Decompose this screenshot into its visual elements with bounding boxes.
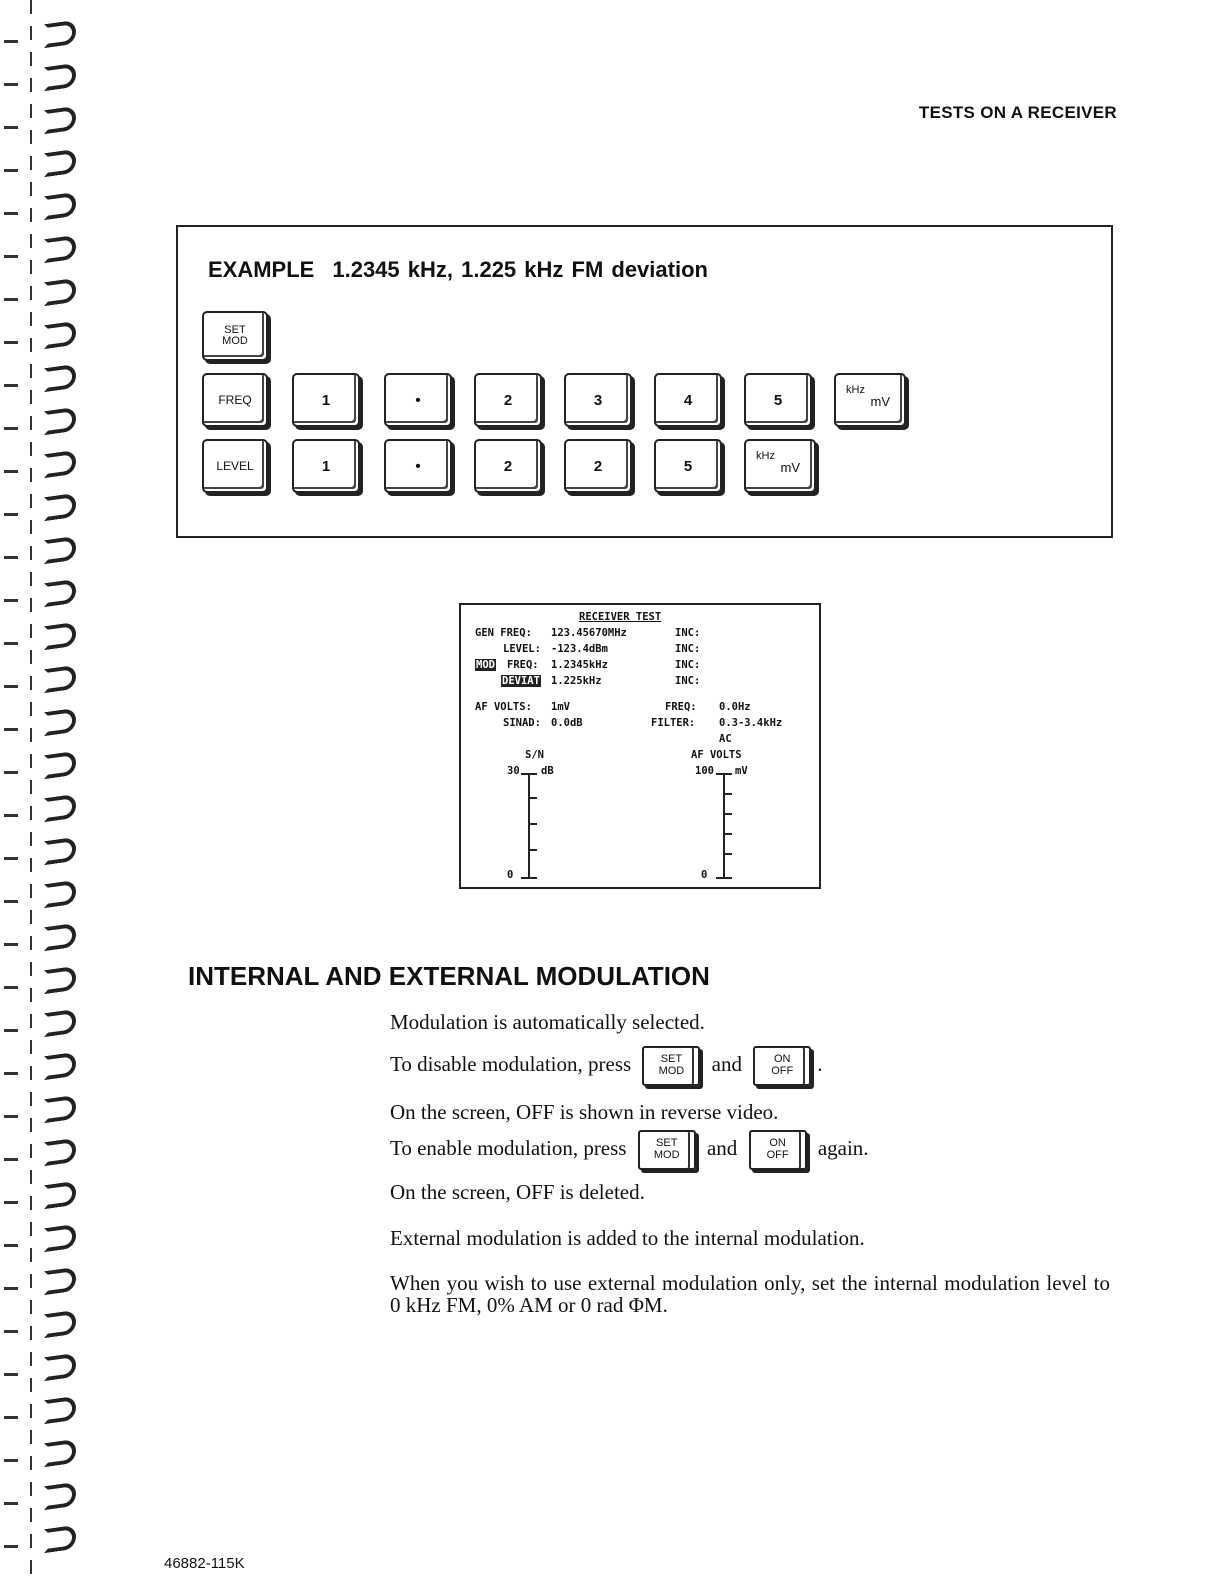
sn-meter-axis <box>528 773 530 879</box>
binding-hole <box>44 1052 76 1080</box>
af-meter-tick <box>724 853 732 855</box>
key-line: SET <box>660 1053 683 1066</box>
binding-hole <box>44 149 76 177</box>
sn-meter-top-tick <box>521 773 537 775</box>
digit-label: 1 <box>321 391 331 409</box>
page-header: TESTS ON A RECEIVER <box>918 103 1117 122</box>
digit-1-key[interactable] <box>292 439 360 493</box>
binding-hole <box>44 1310 76 1338</box>
example-title <box>208 257 708 283</box>
binding-hole <box>44 1224 76 1252</box>
binding-tick <box>4 599 18 602</box>
deviation-value: 1.225kHz <box>551 675 602 687</box>
binding-tick <box>4 126 18 129</box>
binding-tick <box>4 900 18 903</box>
period-text: . <box>817 1051 823 1076</box>
binding-hole <box>44 1267 76 1295</box>
again-text: again. <box>817 1135 869 1160</box>
gen-freq-value: 123.45670MHz <box>551 627 627 639</box>
binding-tick <box>4 771 18 774</box>
binding-hole <box>44 708 76 736</box>
binding-tick <box>4 169 18 172</box>
key-line: OFF <box>771 1065 794 1077</box>
binding-hole <box>44 622 76 650</box>
binding-hole <box>44 837 76 865</box>
binding-tick <box>4 1502 18 1505</box>
binding-tick <box>4 642 18 645</box>
filter-value: 0.3-3.4kHz <box>719 717 783 729</box>
example-box <box>176 225 1113 538</box>
af-meter-bottom-tick <box>716 877 732 879</box>
binding-hole <box>44 665 76 693</box>
khz-mv-key[interactable] <box>744 439 816 493</box>
binding-tick <box>4 1158 18 1161</box>
binding-hole <box>44 536 76 564</box>
set-mod-key-line1: SET <box>224 324 246 336</box>
binding-tick <box>4 1201 18 1204</box>
digit-5-key[interactable] <box>744 373 812 427</box>
paragraph-6: External modulation is added to the internal modulation. <box>390 1226 865 1250</box>
set-mod-key[interactable] <box>202 311 268 361</box>
af-unit-label: mV <box>735 765 748 777</box>
freq-label: FREQ: <box>665 701 697 713</box>
gen-freq-inc-label: INC: <box>675 627 701 639</box>
binding-tick <box>4 986 18 989</box>
binding-tick <box>4 255 18 258</box>
set-mod-inline-key[interactable] <box>642 1046 700 1086</box>
binding-tick <box>4 728 18 731</box>
sn-meter-label: S/N <box>525 749 544 761</box>
digit-label: 5 <box>683 457 693 475</box>
sn-meter-tick <box>529 849 537 851</box>
af-volts-value: 1mV <box>551 701 570 713</box>
key-line: ON <box>769 1137 786 1150</box>
binding-tick <box>4 341 18 344</box>
section-title: INTERNAL AND EXTERNAL MODULATION <box>188 961 710 991</box>
binding-hole <box>44 1482 76 1510</box>
unit-mv-label: mV <box>870 394 890 409</box>
paragraph-3: On the screen, OFF is shown in reverse video. <box>390 1100 779 1124</box>
binding-tick <box>4 814 18 817</box>
binding-tick <box>4 556 18 559</box>
on-off-inline-key[interactable] <box>753 1046 811 1086</box>
sn-meter-tick <box>529 823 537 825</box>
mod-freq-inc-label: INC: <box>675 659 701 671</box>
mod-freq-label: FREQ: <box>507 659 539 671</box>
binding-hole <box>44 1396 76 1424</box>
binding-hole <box>44 20 76 48</box>
binding-hole <box>44 751 76 779</box>
af-meter-tick <box>724 833 732 835</box>
binding-tick <box>4 1416 18 1419</box>
and-text: and <box>706 1135 738 1160</box>
af-meter-top-tick <box>716 773 732 775</box>
sn-meter-tick <box>529 797 537 799</box>
key-line: OFF <box>766 1149 789 1161</box>
af-volts-label: AF VOLTS: <box>475 701 532 713</box>
binding-hole <box>44 1009 76 1037</box>
binding-hole <box>44 579 76 607</box>
binding-tick <box>4 40 18 43</box>
binding-hole <box>44 1095 76 1123</box>
binding-tick <box>4 1330 18 1333</box>
freq-key-label: FREQ <box>218 393 252 407</box>
binding-hole <box>44 1181 76 1209</box>
digit-2-key[interactable] <box>564 439 632 493</box>
decimal-point-key[interactable] <box>384 439 452 493</box>
gen-freq-label: GEN FREQ: <box>475 627 532 639</box>
spiral-binding <box>0 0 80 1584</box>
af-meter-axis <box>723 773 725 879</box>
binding-tick <box>4 1373 18 1376</box>
digit-label: 2 <box>503 457 513 475</box>
binding-tick <box>4 1545 18 1548</box>
paragraph-1: Modulation is automatically selected. <box>390 1010 705 1034</box>
binding-tick <box>4 1244 18 1247</box>
digit-2-key[interactable] <box>474 373 542 427</box>
decimal-point-key[interactable] <box>384 373 452 427</box>
sn-unit-label: dB <box>541 765 554 777</box>
binding-tick <box>4 212 18 215</box>
binding-hole <box>44 321 76 349</box>
sinad-label: SINAD: <box>503 717 541 729</box>
deviation-label: DEVIAT <box>502 675 540 687</box>
digit-3-key[interactable] <box>564 373 632 427</box>
dot-label: • <box>415 457 421 475</box>
ac-label: AC <box>719 733 732 745</box>
deviation-inc-label: INC: <box>675 675 701 687</box>
binding-rule <box>30 0 32 1584</box>
binding-hole <box>44 1439 76 1467</box>
binding-tick <box>4 1287 18 1290</box>
sn-meter-bottom-tick <box>521 877 537 879</box>
unit-mv-label: mV <box>780 460 800 475</box>
unit-khz-label: kHz <box>846 384 865 396</box>
binding-tick <box>4 1072 18 1075</box>
key-line: ON <box>774 1053 791 1066</box>
unit-khz-label: kHz <box>756 450 775 462</box>
mod-freq-value: 1.2345kHz <box>551 659 608 671</box>
binding-hole <box>44 1525 76 1553</box>
binding-tick <box>4 943 18 946</box>
key-line: SET <box>656 1137 678 1150</box>
sn-min-label: 0 <box>507 869 514 881</box>
digit-label: 2 <box>503 391 513 409</box>
digit-label: 3 <box>593 391 603 409</box>
sinad-value: 0.0dB <box>551 717 583 729</box>
mod-label: MOD <box>476 659 495 671</box>
binding-tick <box>4 685 18 688</box>
receiver-test-screen <box>459 603 821 889</box>
binding-tick <box>4 857 18 860</box>
binding-hole <box>44 493 76 521</box>
paragraph-2 <box>390 1046 1110 1086</box>
binding-hole <box>44 192 76 220</box>
paragraph-5: On the screen, OFF is deleted. <box>390 1180 645 1204</box>
binding-hole <box>44 63 76 91</box>
binding-hole <box>44 966 76 994</box>
paragraph-2-text: To disable modulation, press <box>390 1051 632 1076</box>
level-key[interactable] <box>202 439 268 493</box>
on-off-inline-key[interactable] <box>749 1130 807 1170</box>
digit-4-key[interactable] <box>654 373 722 427</box>
binding-hole <box>44 364 76 392</box>
digit-label: 5 <box>773 391 783 409</box>
level-key-label: LEVEL <box>216 459 254 473</box>
key-line: MOD <box>653 1149 680 1161</box>
af-volts-meter-label: AF VOLTS <box>691 749 742 761</box>
binding-tick <box>4 1029 18 1032</box>
dot-label: • <box>415 391 421 409</box>
af-meter-tick <box>724 793 732 795</box>
binding-hole <box>44 407 76 435</box>
binding-tick <box>4 1459 18 1462</box>
binding-tick <box>4 470 18 473</box>
level-value: -123.4dBm <box>551 643 608 655</box>
af-min-label: 0 <box>701 869 708 881</box>
binding-hole <box>44 106 76 134</box>
digit-label: 1 <box>321 457 331 475</box>
af-meter-tick <box>724 813 732 815</box>
digit-2-key[interactable] <box>474 439 542 493</box>
paragraph-7: When you wish to use external modulation only, set the internal modulation level to 0 kHz FM, 0% AM or 0 rad ΦM. <box>390 1271 1110 1318</box>
khz-mv-key[interactable] <box>834 373 906 427</box>
key-line: MOD <box>658 1065 685 1077</box>
paragraph-4-text: To enable modulation, press <box>390 1135 627 1160</box>
digit-label: 2 <box>593 457 603 475</box>
binding-hole <box>44 1138 76 1166</box>
binding-hole <box>44 278 76 306</box>
binding-hole <box>44 794 76 822</box>
binding-hole <box>44 923 76 951</box>
binding-hole <box>44 880 76 908</box>
paragraph-4 <box>390 1130 1110 1170</box>
example-label: EXAMPLE <box>208 257 315 282</box>
binding-tick <box>4 83 18 86</box>
screen-title: RECEIVER TEST <box>579 611 662 623</box>
set-mod-inline-key[interactable] <box>638 1130 696 1170</box>
af-max-label: 100 <box>695 765 714 777</box>
binding-tick <box>4 427 18 430</box>
binding-hole <box>44 450 76 478</box>
binding-tick <box>4 298 18 301</box>
filter-label: FILTER: <box>651 717 696 729</box>
binding-tick <box>4 384 18 387</box>
digit-5-key[interactable] <box>654 439 722 493</box>
freq-key[interactable] <box>202 373 268 427</box>
level-inc-label: INC: <box>675 643 701 655</box>
freq-value: 0.0Hz <box>719 701 751 713</box>
set-mod-key-line2: MOD <box>222 335 248 347</box>
document-code: 46882-115K <box>164 1555 245 1572</box>
digit-label: 4 <box>683 391 693 409</box>
and-text: and <box>711 1051 742 1076</box>
binding-tick <box>4 1115 18 1118</box>
binding-tick <box>4 513 18 516</box>
binding-hole <box>44 1353 76 1381</box>
level-label: LEVEL: <box>503 643 541 655</box>
digit-1-key[interactable] <box>292 373 360 427</box>
binding-hole <box>44 235 76 263</box>
sn-max-label: 30 <box>507 765 520 777</box>
example-description: 1.2345 kHz, 1.225 kHz FM deviation <box>332 257 708 282</box>
